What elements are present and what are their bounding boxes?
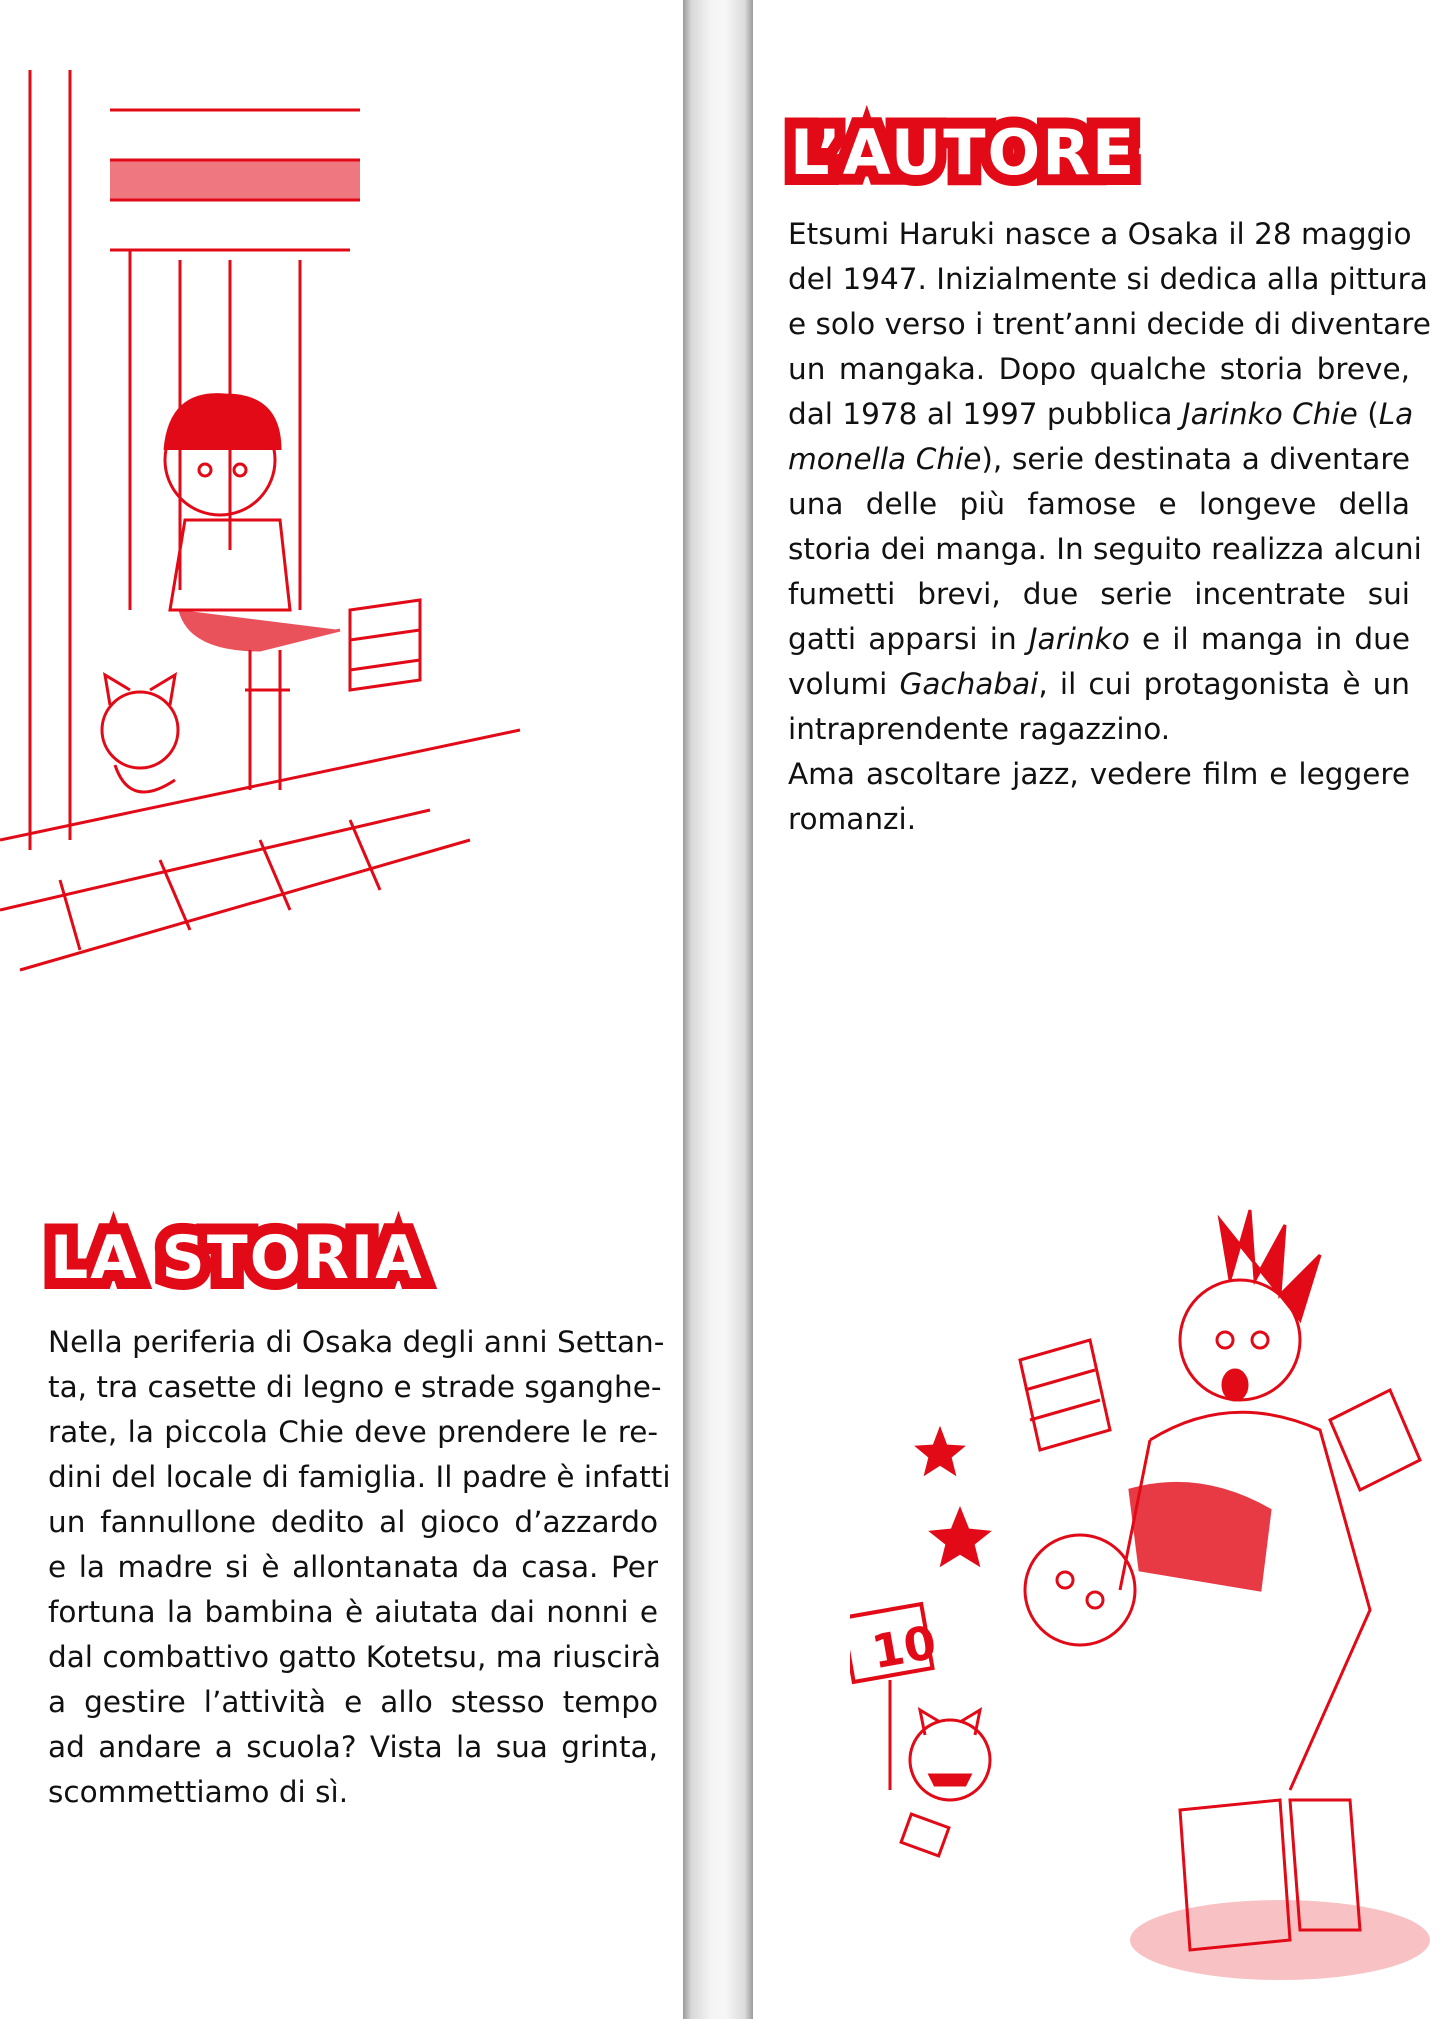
text-line [48, 1770, 658, 1815]
text-line [788, 617, 1410, 662]
text-segment: ), serie destinata a diventare [981, 442, 1410, 476]
author-heading-wrap [790, 116, 1137, 189]
text-line [788, 797, 1410, 842]
text-segment: dal 1978 al 1997 pubblica [788, 397, 1182, 431]
text-line [48, 1500, 658, 1545]
text-line [48, 1590, 658, 1635]
text-segment: gatti apparsi in [788, 622, 1029, 656]
story-heading-wrap [50, 1223, 424, 1293]
text-segment: fortuna la bambina è aiutata dai nonni e [48, 1595, 658, 1629]
text-line [48, 1410, 658, 1455]
text-segment: a gestire l’attività e allo stesso tempo [48, 1685, 658, 1719]
text-segment: una delle più famose e longeve della [788, 487, 1410, 521]
author-bio [788, 212, 1431, 842]
story-synopsis [48, 1320, 671, 1815]
text-line [788, 482, 1410, 527]
text-line [788, 212, 1410, 257]
text-segment: ( [1357, 397, 1379, 431]
illustration-chie-action [850, 1190, 1445, 1990]
text-segment: romanzi. [788, 802, 917, 836]
text-line [48, 1545, 658, 1590]
sign-number: 10 [867, 1614, 941, 1680]
italic-title: Jarinko Chie [1181, 397, 1358, 431]
text-line [48, 1320, 665, 1365]
text-segment: e il manga in due [1129, 622, 1410, 656]
text-segment: del 1947. Inizialmente si dedica alla pittura [788, 262, 1428, 296]
text-segment: rate, la piccola Chie deve prendere le re- [48, 1415, 658, 1449]
text-segment: ta, tra casette di legno e strade sganghe- [48, 1370, 662, 1404]
text-segment: ad andare a scuola? Vista la sua grinta, [48, 1730, 658, 1764]
illustration-chie-sitting [0, 50, 530, 985]
text-line [788, 707, 1410, 752]
text-line [788, 437, 1410, 482]
text-segment: Nella periferia di Osaka degli anni Settan- [48, 1325, 665, 1359]
text-segment: Ama ascoltare jazz, vedere film e leggere [788, 757, 1410, 791]
text-segment: , il cui protagonista è un [1038, 667, 1410, 701]
text-line [788, 257, 1428, 302]
italic-title: La [1378, 397, 1414, 431]
text-line [48, 1635, 661, 1680]
text-segment: e la madre si è allontanata da casa. Per [48, 1550, 658, 1584]
italic-title: monella Chie [788, 442, 982, 476]
story-heading: LA STORIA [50, 1223, 424, 1293]
text-line [48, 1365, 662, 1410]
text-line [788, 527, 1422, 572]
text-segment: scommettiamo di sì. [48, 1775, 349, 1809]
text-line [788, 347, 1410, 392]
text-segment: volumi [788, 667, 900, 701]
text-segment: Etsumi Haruki nasce a Osaka il 28 maggio [788, 217, 1412, 251]
text-segment: un mangaka. Dopo qualche storia breve, [788, 352, 1410, 386]
text-line [788, 662, 1410, 707]
text-line [48, 1680, 658, 1725]
text-segment: un fannullone dedito al gioco d’azzardo [48, 1505, 658, 1539]
text-segment: dini del locale di famiglia. Il padre è infatti [48, 1460, 671, 1494]
italic-title: Jarinko [1028, 622, 1130, 656]
text-line [48, 1725, 658, 1770]
italic-title: Gachabai [899, 667, 1039, 701]
text-segment: dal combattivo gatto Kotetsu, ma riuscirà [48, 1640, 661, 1674]
text-line [788, 752, 1410, 797]
text-line [788, 392, 1414, 437]
text-line [788, 572, 1410, 617]
text-segment: e solo verso i trent’anni decide di diventare [788, 307, 1431, 341]
text-segment: fumetti brevi, due serie incentrate sui [788, 577, 1410, 611]
page-fold [683, 0, 753, 2019]
text-segment: storia dei manga. In seguito realizza alcuni [788, 532, 1422, 566]
text-line [48, 1455, 671, 1500]
text-segment: intraprendente ragazzino. [788, 712, 1171, 746]
author-heading: L’AUTORE [790, 116, 1137, 189]
text-line [788, 302, 1431, 347]
